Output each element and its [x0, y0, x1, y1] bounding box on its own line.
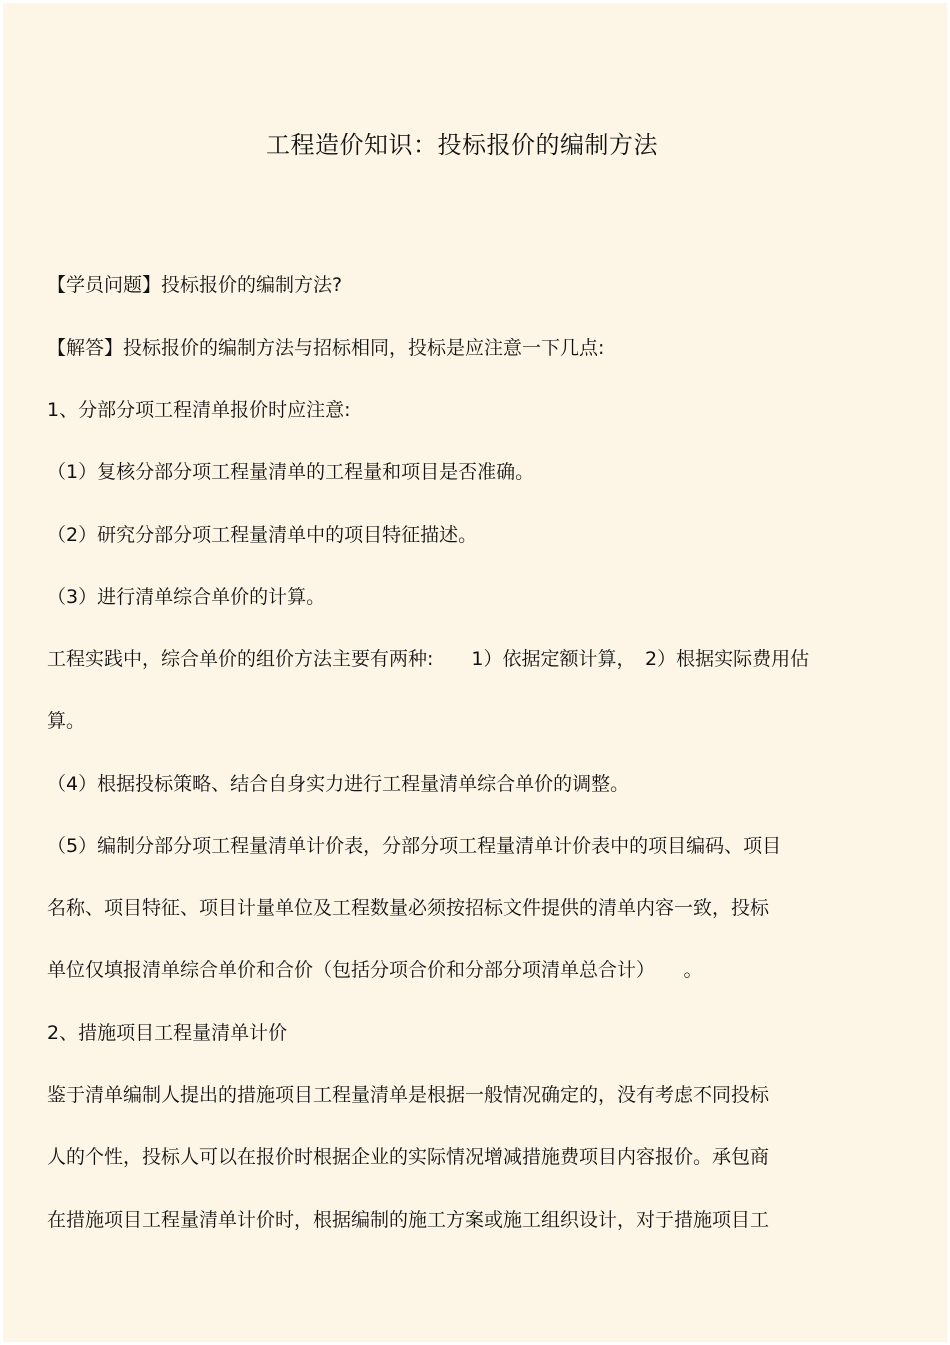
- heading-section-1: 1、分部分项工程清单报价时应注意:: [47, 399, 351, 421]
- list-item-5: （5）编制分部分项工程量清单计价表，分部分项工程量清单计价表中的项目编码、项目: [47, 835, 782, 857]
- list-item-2: （2）研究分部分项工程量清单中的项目特征描述。: [47, 524, 478, 546]
- paragraph-line: 算。: [47, 710, 86, 732]
- document-page: [3, 3, 947, 1342]
- paragraph-line: 单位仅填报清单综合单价和合价（包括分项合价和分部分项清单总合计） 。: [47, 959, 703, 981]
- paragraph-line: 人的个性，投标人可以在报价时根据企业的实际情况增减措施费项目内容报价。承包商: [47, 1146, 770, 1168]
- paragraph-line: 名称、项目特征、项目计量单位及工程数量必须按招标文件提供的清单内容一致，投标: [47, 897, 770, 919]
- list-item-4: （4）根据投标策略、结合自身实力进行工程量清单综合单价的调整。: [47, 773, 630, 795]
- paragraph-line: 鉴于清单编制人提出的措施项目工程量清单是根据一般情况确定的，没有考虑不同投标: [47, 1084, 770, 1106]
- list-item-3: （3）进行清单综合单价的计算。: [47, 586, 326, 608]
- list-item-1: （1）复核分部分项工程量清单的工程量和项目是否准确。: [47, 461, 535, 483]
- paragraph-question: 【学员问题】投标报价的编制方法?: [47, 274, 343, 296]
- heading-section-2: 2、措施项目工程量清单计价: [47, 1022, 288, 1044]
- paragraph-line: 在措施项目工程量清单计价时，根据编制的施工方案或施工组织设计，对于措施项目工: [47, 1209, 770, 1231]
- paragraph-answer: 【解答】投标报价的编制方法与招标相同，投标是应注意一下几点:: [47, 337, 605, 359]
- document-title: 工程造价知识：投标报价的编制方法: [266, 131, 658, 159]
- paragraph-line: 工程实践中，综合单价的组价方法主要有两种: 1）依据定额计算， 2）根据实际费用估: [47, 648, 810, 670]
